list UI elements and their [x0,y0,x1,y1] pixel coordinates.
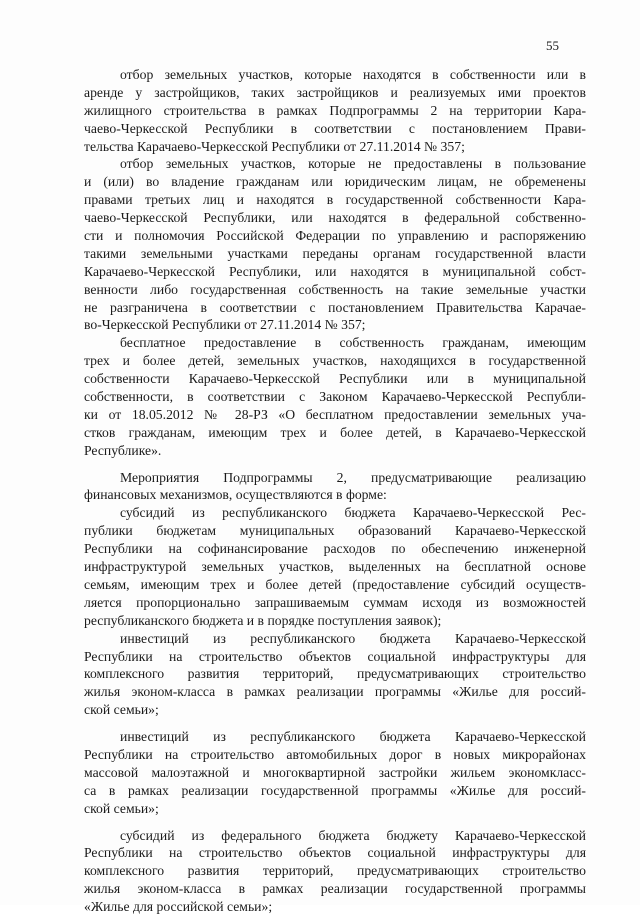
text-line: венности либо государственная собственность на такие земельные участки [84,281,586,297]
paragraph [84,66,586,155]
text-line: публики бюджетам муниципальных образований Карачаево-Черкесской [84,523,586,539]
text-line: ской семьи»; [84,800,159,816]
paragraph [84,469,586,505]
text-line: отбор земельных участков, которые находятся в собственности или в [120,67,586,82]
text-line: комплексного развития территорий, предусматривающих строительство [84,666,586,682]
paragraph [84,504,586,629]
text-line: ки от 18.05.2012 № 28-РЗ «О бесплатном предоставлении земельных уча- [84,406,586,422]
text-line: и (или) во владение гражданам или юридическим лицам, не обременены [84,174,586,190]
text-line: семьям, имеющим трех и более детей (предоставление субсидий осуществ- [84,576,586,592]
text-line: ской семьи»; [84,702,159,718]
text-line: правами третьих лиц и находятся в государственной собственности Кара- [84,192,586,208]
paragraph [84,827,586,916]
text-line: Республики на строительство автомобильных дорог в новых микрорайонах [84,746,586,762]
paragraph [84,630,586,719]
text-line: собственности, в соответствии с Законом Карачаево-Черкесской Республи- [84,389,586,405]
text-line: жилищного строительства в рамках Подпрограммы 2 на территории Кара- [84,102,586,118]
text-line: трех и более детей, земельных участков, находящихся в государственной [84,353,586,369]
text-line: инвестиций из республиканского бюджета Карачаево-Черкесской [120,630,586,646]
text-line: ляется пропорционально запрашиваемым суммам исходя из возможностей [84,594,586,610]
text-line: Мероприятия Подпрограммы 2, предусматривающие реализацию [120,469,586,485]
text-line: собственности Карачаево-Черкесской Республики или в муниципальной [84,371,586,387]
text-line: комплексного развития территорий, предусматривающих строительство [84,863,586,879]
text-line: инвестиций из республиканского бюджета Карачаево-Черкесской [120,729,586,745]
paragraph-gap [84,818,586,827]
text-line: тельства Карачаево-Черкесской Республики от 27.11.2014 № 357; [84,138,465,154]
document-body [84,66,586,916]
text-line: такими земельными участками переданы органам государственной власти [84,245,586,261]
text-line: жилья эконом-класса в рамках реализации государственной программы [84,881,586,897]
text-line: бесплатное предоставление в собственность гражданам, имеющим [120,335,586,351]
text-line: жилья эконом-класса в рамках реализации программы «Жилье для россий- [84,684,586,700]
text-line: сти и полномочия Российской Федерации по управлению и распоряжению [84,228,586,244]
text-line: аренде у застройщиков, таких застройщиков и реализуемых ими проектов [84,84,586,100]
text-line: отбор земельных участков, которые не предоставлены в пользование [120,156,586,172]
paragraph-gap [84,719,586,728]
text-line: «Жилье для российской семьи»; [84,899,273,915]
text-line: во-Черкесской Республики от 27.11.2014 № 357; [84,317,366,333]
text-line: массовой малоэтажной и многоквартирной застройки жильем экономкласс- [84,764,586,780]
paragraph-gap [84,460,586,469]
text-line: Республики на строительство объектов социальной инфраструктуры для [84,845,586,861]
text-line: чаево-Черкесской Республики в соответствии с постановлением Прави- [84,120,586,136]
text-line: Республики на софинансирование расходов по обеспечению инженерной [84,541,586,557]
text-line: Карачаево-Черкесской Республики, или находятся в муниципальной собст- [84,263,586,279]
text-line: са в рамках реализации государственной программы «Жилье для россий- [84,782,586,798]
text-line: Республике». [84,442,162,458]
page-number: 55 [546,38,559,53]
text-line: субсидий из республиканского бюджета Карачаево-Черкесской Рес- [120,505,586,521]
text-line: финансовых механизмов, осуществляются в форме: [84,487,387,503]
paragraph [84,334,586,459]
text-line: Республики на строительство объектов социальной инфраструктуры для [84,648,586,664]
text-line: не разграничена в соответствии с постановлением Правительства Карачае- [84,299,586,315]
paragraph [84,155,586,334]
text-line: чаево-Черкесской Республики, или находятся в федеральной собственно- [84,210,586,226]
text-line: субсидий из федерального бюджета бюджету Карачаево-Черкесской [120,827,586,843]
text-line: стков гражданам, имеющим трех и более детей, в Карачаево-Черкесской [84,424,586,440]
text-line: инфраструктурой земельных участков, выделенных на бесплатной основе [84,559,586,575]
text-line: республиканского бюджета и в порядке поступления заявок); [84,612,442,628]
paragraph [84,728,586,817]
